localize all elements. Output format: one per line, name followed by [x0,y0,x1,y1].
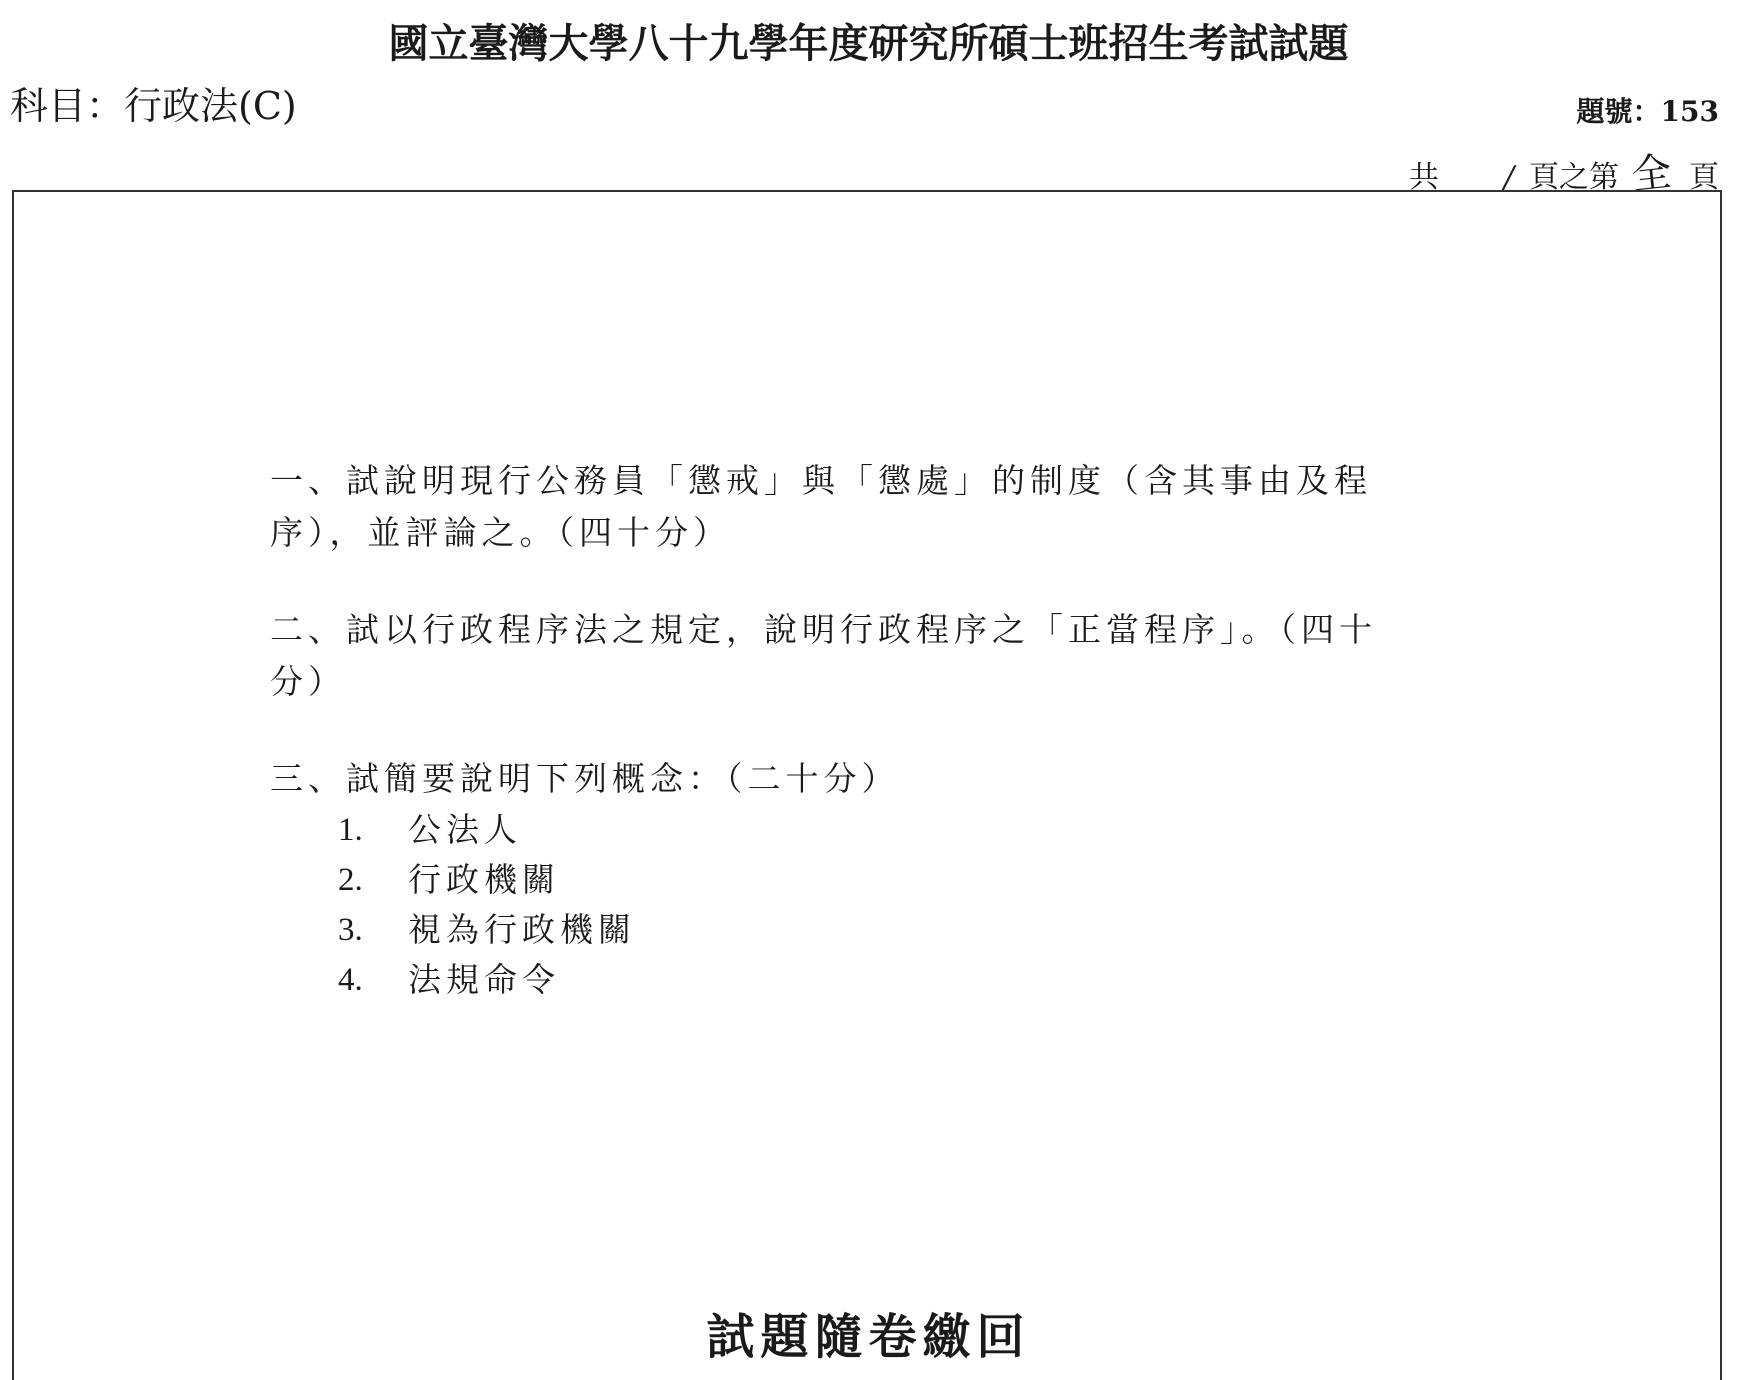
exam-title: 國立臺灣大學八十九學年度研究所碩士班招生考試試題 [388,20,1349,67]
question-1 [270,455,1390,559]
list-item-number: 2. [338,862,363,898]
list-item [270,855,1390,905]
list-item-number: 1. [338,812,363,848]
page-total-value: / [1503,160,1515,195]
question-3 [270,753,1390,1005]
list-item-label: 法規命令 [408,960,560,999]
list-item-label: 視為行政機關 [408,910,636,949]
list-item [270,905,1390,955]
concept-list [270,805,1390,1005]
question-1-text: 一、試說明現行公務員「懲戒」與「懲處」的制度（含其事由及程序），並評論之。（四十分） [270,461,1372,552]
list-item-number: 3. [338,912,363,948]
exam-subject: 科目：行政法(C) [10,84,297,128]
list-item [270,955,1390,1005]
page-total-prefix: 共 [1409,160,1439,195]
question-number: 題號：153 [1576,95,1719,128]
list-item-label: 公法人 [408,810,522,849]
question-3-text: 三、試簡要說明下列概念：（二十分） [270,759,900,798]
question-2-text: 二、試以行政程序法之規定，說明行政程序之「正當程序」。（四十分） [270,610,1377,701]
page-current-handwritten: 全 [1629,149,1674,199]
list-item-number: 4. [338,962,363,998]
questions-block [270,455,1390,1050]
return-notice: 試題隨卷繳回 [706,1309,1031,1365]
page-suffix: 頁 [1689,160,1719,195]
list-item-label: 行政機關 [408,860,560,899]
page-middle-text: 頁之第 [1529,160,1619,195]
question-2 [270,604,1390,708]
list-item [270,805,1390,855]
